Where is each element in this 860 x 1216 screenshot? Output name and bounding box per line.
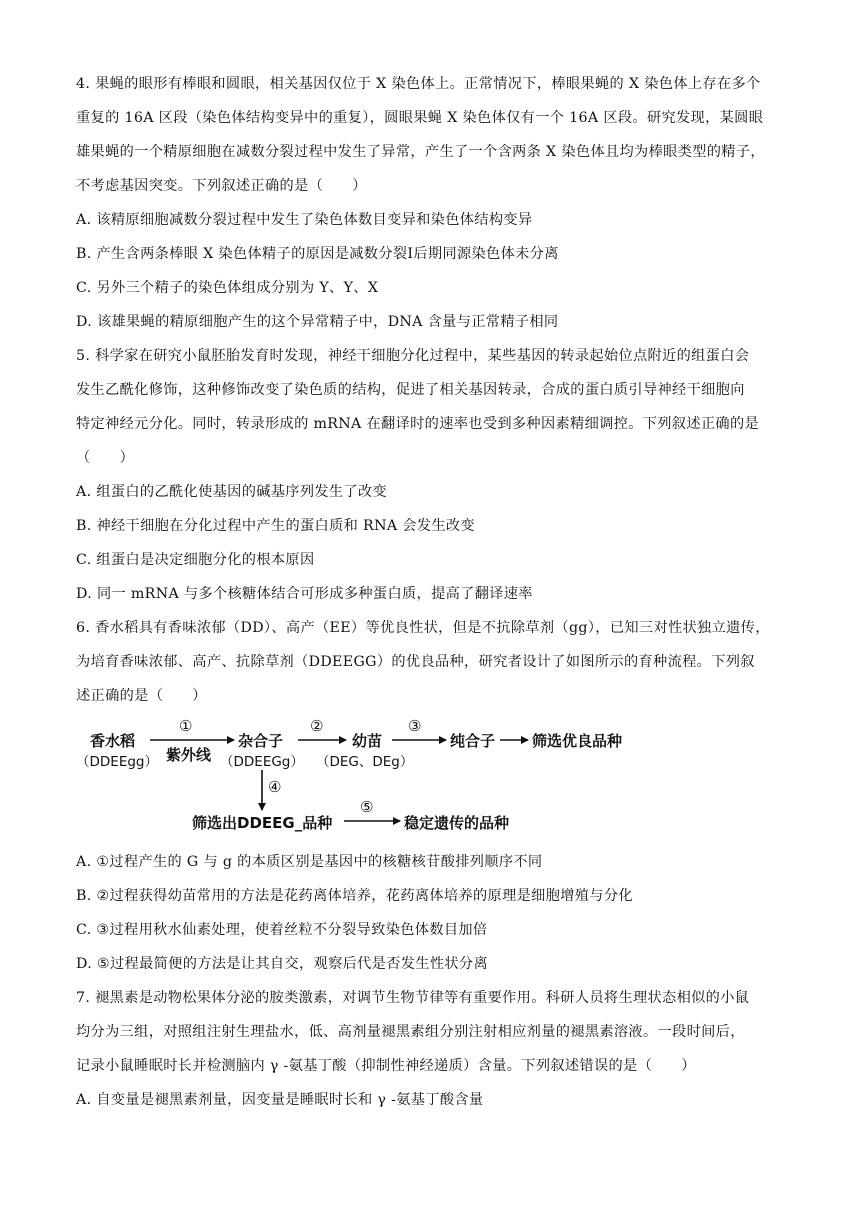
breeding-flow-diagram: [76, 718, 676, 836]
question-5-stem-line: 特定神经元分化。同时，转录形成的 mRNA 在翻译时的速率也受到多种因素精细调控。下列叙述正确的是: [76, 416, 760, 432]
flow-step-1-marker: ①: [179, 717, 193, 735]
question-6-stem-line: 述正确的是（ ）: [76, 688, 207, 704]
question-6-stem-line: 为培育香味浓郁、高产、抗除草剂（DDEEGG）的优良品种，研究者设计了如图所示的育种流程。下列叙: [76, 654, 755, 670]
question-6-option-a: A. ①过程产生的 G 与 g 的本质区别是基因中的核糖核苷酸排列顺序不同: [76, 854, 543, 870]
flow-seedling-label: 幼苗: [352, 732, 383, 750]
question-4-option-c: C. 另外三个精子的染色体组成分别为 Y、Y、X: [76, 280, 379, 296]
question-6-option-d: D. ⑤过程最简便的方法是让其自交，观察后代是否发生性状分离: [76, 956, 488, 972]
question-4-stem-line: 雄果蝇的一个精原细胞在减数分裂过程中发生了异常，产生了一个含两条 X 染色体且均为棒眼类型的精子，: [76, 144, 765, 160]
flow-step-2-marker: ②: [310, 717, 324, 735]
question-5-stem-line: 发生乙酰化修饰，这种修饰改变了染色质的结构，促进了相关基因转录，合成的蛋白质引导神经干细胞向: [76, 382, 745, 398]
flow-step-3-marker: ③: [408, 717, 422, 735]
question-6-option-b: B. ②过程获得幼苗常用的方法是花药离体培养，花药离体培养的原理是细胞增殖与分化: [76, 888, 633, 904]
question-5-option-d: D. 同一 mRNA 与多个核糖体结合可形成多种蛋白质，提高了翻译速率: [76, 586, 533, 602]
question-6-stem-line: 6. 香水稻具有香味浓郁（DD）、高产（EE）等优良性状，但是不抗除草剂（gg），已知三对性状独立遗传，: [76, 620, 770, 636]
question-4-option-a: A. 该精原细胞减数分裂过程中发生了染色体数目变异和染色体结构变异: [76, 212, 533, 228]
flow-start-label: 香水稻: [90, 732, 136, 750]
question-7-stem-line: 均分为三组，对照组注射生理盐水，低、高剂量褪黑素组分别注射相应剂量的褪黑素溶液。一段时间后，: [76, 1024, 745, 1040]
question-4-stem-line: 重复的 16A 区段（染色体结构变异中的重复），圆眼果蝇 X 染色体仅有一个 16A 区段。研究发现，某圆眼: [76, 110, 764, 126]
question-5-option-c: C. 组蛋白是决定细胞分化的根本原因: [76, 552, 315, 568]
question-4-stem-line: 4. 果蝇的眼形有棒眼和圆眼，相关基因仅位于 X 染色体上。正常情况下，棒眼果蝇的 X 染色体上存在多个: [76, 76, 761, 92]
flow-start-genotype: （DDEEgg）: [76, 754, 158, 770]
flow-pure-label: 纯合子: [450, 732, 496, 750]
question-5-stem-line: （ ）: [76, 450, 135, 466]
flow-stable-label: 稳定遗传的品种: [404, 814, 510, 832]
question-5-stem-line: 5. 科学家在研究小鼠胚胎发育时发现，神经干细胞分化过程中，某些基因的转录起始位点附近的组蛋白会: [76, 348, 750, 364]
flow-step-4-marker: ④: [268, 778, 282, 796]
question-7-stem-line: 7. 褪黑素是动物松果体分泌的胺类激素，对调节生物节律等有重要作用。科研人员将生理状态相似的小鼠: [76, 990, 750, 1006]
flow-step-1-note: 紫外线: [166, 746, 212, 764]
flow-step-5-marker: ⑤: [360, 798, 374, 816]
flow-select-ddeeg-label: 筛选出DDEEG_品种: [192, 814, 333, 832]
question-7-stem-line: 记录小鼠睡眠时长并检测脑内 γ -氨基丁酸（抑制性神经递质）含量。下列叙述错误的是（ ）: [76, 1058, 696, 1074]
question-7-option-a: A. 自变量是褪黑素剂量，因变量是睡眠时长和 γ -氨基丁酸含量: [76, 1092, 484, 1108]
question-6-option-c: C. ③过程用秋水仙素处理，使着丝粒不分裂导致染色体数目加倍: [76, 922, 488, 938]
flow-seedling-genotype: （DEG、DEg）: [316, 754, 414, 770]
question-5-option-b: B. 神经干细胞在分化过程中产生的蛋白质和 RNA 会发生改变: [76, 518, 475, 534]
question-5-option-a: A. 组蛋白的乙酰化使基因的碱基序列发生了改变: [76, 484, 388, 500]
flow-hybrid-label: 杂合子: [238, 732, 284, 750]
question-4-option-b: B. 产生含两条棒眼 X 染色体精子的原因是减数分裂Ⅰ后期同源染色体未分离: [76, 246, 559, 262]
question-4-option-d: D. 该雄果蝇的精原细胞产生的这个异常精子中，DNA 含量与正常精子相同: [76, 314, 559, 330]
flow-select-good-label: 筛选优良品种: [532, 732, 623, 750]
question-4-stem-line: 不考虑基因突变。下列叙述正确的是（ ）: [76, 178, 367, 194]
flow-hybrid-genotype: （DDEEGg）: [220, 754, 304, 770]
